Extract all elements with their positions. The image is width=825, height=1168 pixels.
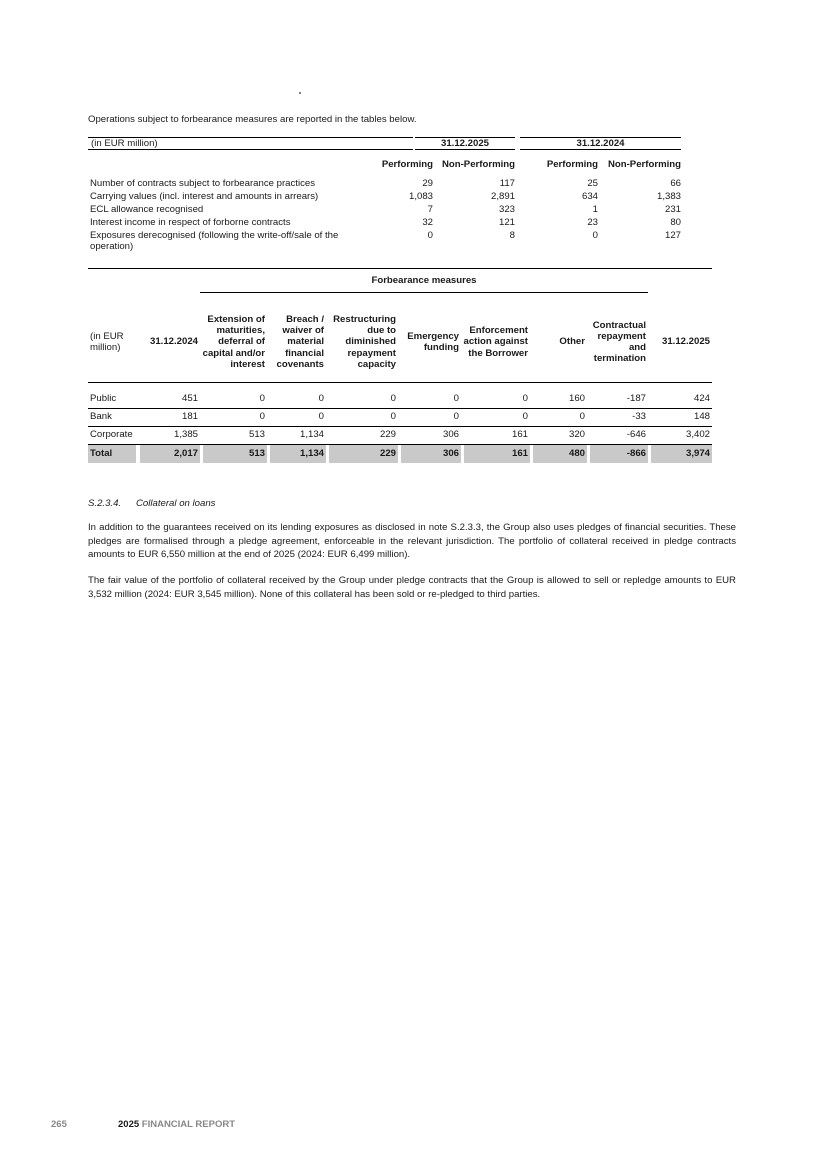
cell: 0: [390, 393, 396, 404]
table1-row: [88, 217, 682, 229]
column-header-restructuring: Restructuring due to diminished repayment capacity: [333, 314, 396, 370]
intro-text: Operations subject to forbearance measures are reported in the tables below.: [88, 114, 417, 125]
table1-row: [88, 230, 682, 253]
row-label: Exposures derecognised (following the write-off/sale of the operation): [90, 230, 339, 253]
cell: 80: [670, 217, 681, 228]
cell: 1,134: [299, 429, 324, 440]
header-rule: [88, 382, 712, 383]
cell: -866: [626, 448, 646, 459]
cell: 1: [592, 204, 598, 215]
column-header-other: Other: [559, 336, 585, 348]
cell: 181: [181, 411, 198, 422]
cell: 480: [568, 448, 585, 459]
row-label: Bank: [90, 411, 112, 422]
cell: 1,134: [299, 448, 324, 459]
row-label: ECL allowance recognised: [90, 204, 204, 215]
cell: 0: [259, 411, 265, 422]
cell: 513: [248, 429, 265, 440]
cell: 7: [427, 204, 433, 215]
cell: 117: [499, 178, 515, 189]
cell: 1,385: [173, 429, 198, 440]
group-rule: [200, 292, 648, 293]
cell: 0: [259, 393, 265, 404]
section-title: [88, 498, 215, 509]
cell: 29: [422, 178, 433, 189]
cell: 23: [587, 217, 598, 228]
cell: 0: [318, 411, 324, 422]
table1-row: [88, 191, 682, 203]
table-row-total: [88, 445, 712, 463]
forbearance-measures-heading: Forbearance measures: [371, 275, 477, 286]
table1-row: [88, 178, 682, 190]
table1-subheader-nonperforming-2025: Non-Performing: [441, 159, 515, 170]
cell: 0: [453, 393, 459, 404]
footer-title-text: FINANCIAL REPORT: [141, 1119, 236, 1130]
cell: 231: [664, 204, 681, 215]
cell: 229: [379, 448, 396, 459]
cell: 0: [427, 230, 433, 241]
cell: 424: [693, 393, 710, 404]
table1-unit-header: (in EUR million): [88, 137, 413, 150]
cell: 2,017: [173, 448, 198, 459]
cell: -187: [626, 393, 646, 404]
column-header-contractual: Contractual repayment and termination: [592, 319, 646, 365]
cell: 3,974: [685, 448, 710, 459]
column-header-closing: 31.12.2025: [661, 336, 710, 348]
cell: 0: [522, 411, 528, 422]
cell: 2,891: [490, 191, 515, 202]
cell: 25: [587, 178, 598, 189]
cell: 121: [498, 217, 515, 228]
cell: 323: [498, 204, 515, 215]
paragraph: The fair value of the portfolio of collateral received by the Group under pledge contracts that the Group is allowed to sell or repledge amounts to EUR 3,532 million (2024: EUR 3,545 million). None of this collateral has been sold or re-pledged to third parties.: [88, 575, 736, 600]
cell: 66: [670, 178, 681, 189]
stray-dot: [299, 92, 301, 94]
section-title-text: Collateral on loans: [136, 498, 216, 509]
table1-subheader-performing-2024: Performing: [546, 159, 598, 170]
cell: 1,383: [656, 191, 681, 202]
cell: 0: [390, 411, 396, 422]
table1-subheader-nonperforming-2024: Non-Performing: [607, 159, 681, 170]
table-row: [88, 426, 712, 444]
section-number: S.2.3.4.: [88, 498, 122, 509]
paragraph: In addition to the guarantees received on its lending exposures as disclosed in note S.2.3.3, the Group also uses pledges of financial securities. These pledges are formalised through a pledge agreement, enforceable in the relevant jurisdiction. The portfolio of collateral received in pledge contracts amounts to EUR 6,550 million at the end of 2025 (2024: EUR 6,499 million).: [88, 522, 736, 560]
footer-year: 2025: [118, 1119, 140, 1130]
cell: 0: [453, 411, 459, 422]
table1-subheader-performing-2025: Performing: [381, 159, 433, 170]
cell: 320: [568, 429, 585, 440]
cell: -33: [632, 411, 646, 422]
column-header-enforcement: Enforcement action against the Borrower: [463, 325, 528, 359]
cell: 127: [664, 230, 681, 241]
cell: 161: [511, 448, 528, 459]
column-header-extension: Extension of maturities, deferral of capital and/or interest: [202, 314, 265, 370]
row-label: Public: [90, 393, 117, 404]
table1-year-2024-header: 31.12.2024: [520, 137, 681, 150]
cell: 8: [509, 230, 515, 241]
table1-year-2025-header: 31.12.2025: [415, 137, 515, 150]
cell: 513: [248, 448, 265, 459]
column-header-breach: Breach / waiver of material financial covenants: [276, 314, 324, 370]
cell: 634: [581, 191, 598, 202]
cell: 1,083: [408, 191, 433, 202]
cell: 451: [181, 393, 198, 404]
table-row: [88, 408, 712, 426]
cell: 306: [442, 448, 459, 459]
page-number: 265: [51, 1119, 67, 1130]
column-header-unit: (in EUR million): [90, 330, 124, 353]
row-label: Carrying values (incl. interest and amounts in arrears): [90, 191, 319, 202]
footer-report-title: [118, 1120, 235, 1131]
table-row: [88, 390, 712, 408]
cell: 148: [693, 411, 710, 422]
cell: 0: [592, 230, 598, 241]
cell: 3,402: [685, 429, 710, 440]
table-divider: [88, 268, 712, 269]
table1-row: [88, 204, 682, 216]
cell: 32: [422, 217, 433, 228]
cell: 0: [579, 411, 585, 422]
cell: -646: [626, 429, 646, 440]
row-label: Number of contracts subject to forbearance practices: [90, 178, 316, 189]
row-label: Interest income in respect of forborne contracts: [90, 217, 291, 228]
row-label: Total: [90, 448, 113, 459]
cell: 160: [568, 393, 585, 404]
cell: 306: [442, 429, 459, 440]
cell: 0: [522, 393, 528, 404]
cell: 161: [511, 429, 528, 440]
cell: 229: [379, 429, 396, 440]
column-header-opening: 31.12.2024: [149, 336, 198, 348]
cell: 0: [318, 393, 324, 404]
column-header-emergency: Emergency funding: [407, 330, 459, 353]
row-label: Corporate: [90, 429, 133, 440]
